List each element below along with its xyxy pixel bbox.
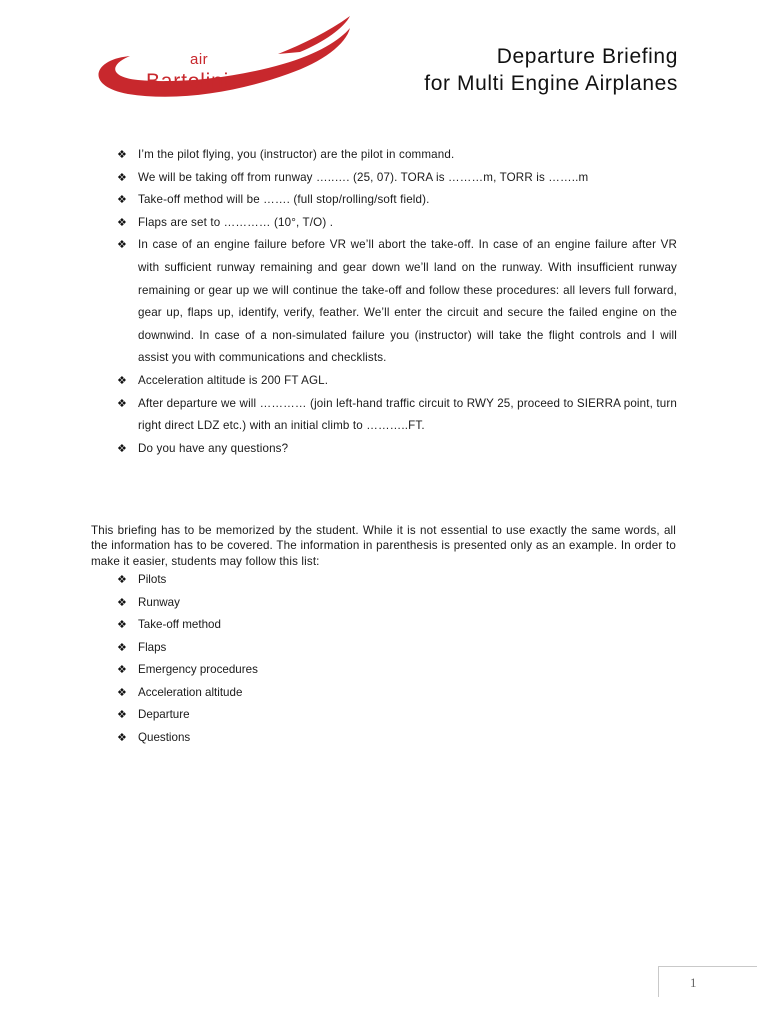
diamond-bullet-icon: ❖ [117, 686, 127, 699]
diamond-bullet-icon: ❖ [117, 171, 127, 184]
diamond-bullet-icon: ❖ [117, 216, 127, 229]
list-item [117, 637, 517, 660]
list-item [117, 144, 677, 167]
title-line-1: Departure Briefing [496, 45, 678, 68]
briefing-item-text: I’m the pilot flying, you (instructor) are the pilot in command. [138, 148, 455, 161]
list-item [117, 614, 517, 637]
briefing-item-text: Flaps are set to ………… (10°, T/O) . [138, 215, 334, 229]
briefing-item-text: After departure we will ………… (join left-hand traffic circuit to RWY 25, proceed to SIERRA point, turn right direct LDZ etc.) with an initial climb to ………..FT. [138, 396, 677, 433]
briefing-item-text: Do you have any questions? [138, 441, 289, 455]
diamond-bullet-icon: ❖ [117, 574, 127, 586]
summary-item-text: Questions [138, 730, 191, 744]
page-number: 1 [690, 975, 697, 990]
list-item [117, 189, 677, 212]
diamond-bullet-icon: ❖ [117, 619, 127, 631]
summary-item-text: Flaps [138, 640, 167, 654]
diamond-bullet-icon: ❖ [117, 149, 127, 161]
list-item [117, 592, 517, 615]
summary-item-text: Pilots [138, 573, 167, 586]
summary-item-text: Departure [138, 708, 190, 721]
list-item [117, 393, 677, 438]
summary-item-text: Take-off method [138, 618, 221, 631]
diamond-bullet-icon: ❖ [117, 194, 127, 207]
logo-air-text: air [190, 51, 209, 68]
summary-list [117, 569, 517, 749]
list-item [117, 234, 677, 370]
page-title [424, 43, 678, 97]
diamond-bullet-icon: ❖ [117, 374, 127, 387]
diamond-bullet-icon: ❖ [117, 596, 127, 609]
diamond-bullet-icon: ❖ [117, 664, 127, 676]
briefing-item-text: We will be taking off from runway …..…. (25, 07). TORA is ………m, TORR is ……..m [138, 170, 589, 184]
diamond-bullet-icon: ❖ [117, 397, 127, 410]
list-item [117, 370, 677, 393]
list-item [117, 167, 677, 190]
intro-paragraph: This briefing has to be memorized by the student. While it is not essential to use exactly the same words, all the information has to be covered. The information in parenthesis is presented only as an example. In order to make it easier, students may follow this list: [91, 523, 676, 568]
diamond-bullet-icon: ❖ [117, 442, 127, 455]
diamond-bullet-icon: ❖ [117, 641, 127, 654]
briefing-item-text: Acceleration altitude is 200 FT AGL. [138, 373, 329, 387]
list-item [117, 569, 517, 592]
summary-item-text: Runway [138, 595, 180, 609]
list-item [117, 438, 677, 461]
company-logo [88, 14, 368, 100]
diamond-bullet-icon: ❖ [117, 731, 127, 744]
list-item [117, 727, 517, 750]
briefing-item-text: Take-off method will be ……. (full stop/rolling/soft field). [138, 193, 430, 207]
briefing-list [117, 144, 677, 460]
diamond-bullet-icon: ❖ [117, 239, 127, 252]
title-line-2: for Multi Engine Airplanes [424, 72, 678, 95]
diamond-bullet-icon: ❖ [117, 709, 127, 721]
summary-item-text: Emergency procedures [138, 663, 258, 676]
logo-company-name: Bartolini [146, 70, 230, 93]
list-item [117, 659, 517, 682]
briefing-item-text: In case of an engine failure before VR we’ll abort the take-off. In case of an engine failure after VR with sufficient runway remaining and gear down we’ll land on the runway. With insufficient runway remaining or gear up we will continue the take-off and follow these procedures: all levers full forward, gear up, flaps up, identify, verify, feather. We’ll enter the circuit and secure the failed engine on the downwind. In case of a non-simulated failure you (instructor) will take the flight controls and I will assist you with communications and checklists. [138, 238, 677, 365]
page-number-frame [658, 966, 757, 997]
list-item [117, 704, 517, 727]
list-item [117, 682, 517, 705]
summary-item-text: Acceleration altitude [138, 685, 243, 699]
list-item [117, 212, 677, 235]
